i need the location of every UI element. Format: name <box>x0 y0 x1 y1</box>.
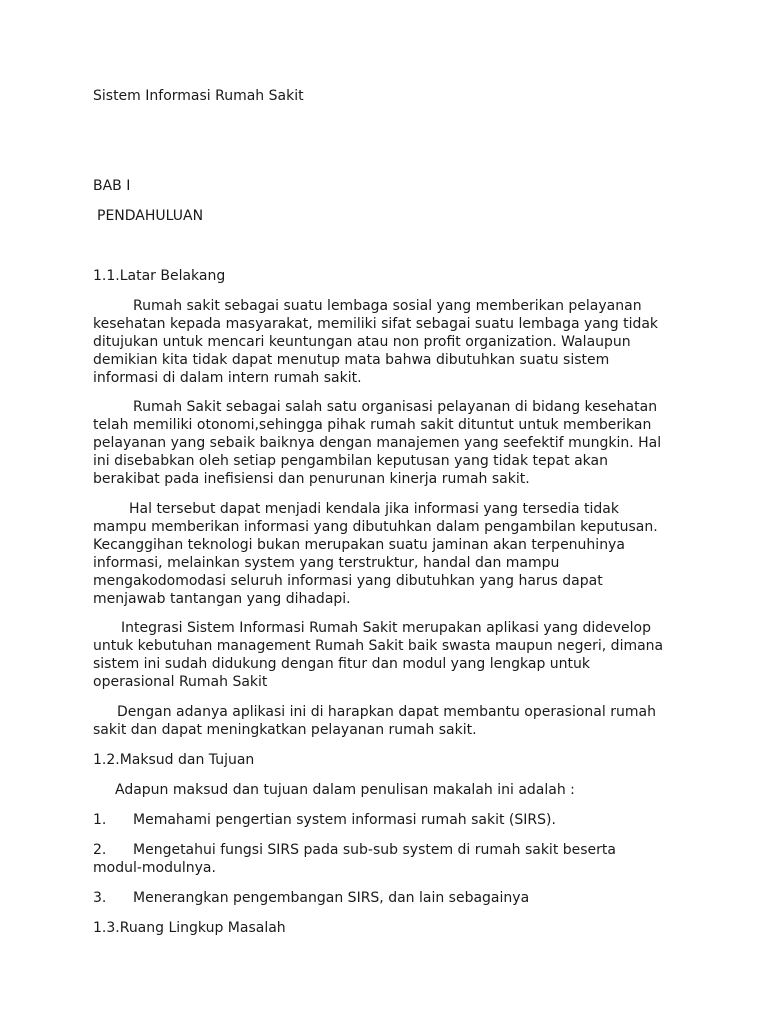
section-heading-maksud-tujuan: 1.2.Maksud dan Tujuan <box>93 752 255 768</box>
list-item-2 <box>93 841 683 877</box>
paragraph-line: menjawab tantangan yang dihadapi. <box>93 591 351 607</box>
paragraph-line: ditujukan untuk mencari keuntungan atau non profit organization. Walaupun <box>93 334 631 350</box>
list-number: 2. <box>93 842 107 858</box>
paragraph-2 <box>93 398 683 488</box>
section-heading-latar-belakang: 1.1.Latar Belakang <box>93 268 226 284</box>
list-text: Memahami pengertian system informasi rumah sakit (SIRS). <box>133 812 556 828</box>
paragraph-line: Integrasi Sistem Informasi Rumah Sakit merupakan aplikasi yang didevelop <box>121 620 652 636</box>
paragraph-4 <box>93 619 683 691</box>
paragraph-line: Rumah Sakit sebagai salah satu organisasi pelayanan di bidang kesehatan <box>133 399 658 415</box>
paragraph-line: untuk kebutuhan management Rumah Sakit baik swasta maupun negeri, dimana <box>93 638 664 654</box>
paragraph-line: ini disebabkan oleh setiap pengambilan keputusan yang tidak tepat akan <box>93 453 608 469</box>
document-title: Sistem Informasi Rumah Sakit <box>93 88 304 104</box>
paragraph-1 <box>93 297 683 387</box>
paragraph-line: mampu memberikan informasi yang dibutuhkan dalam pengambilan keputusan. <box>93 519 658 535</box>
paragraph-line: telah memiliki otonomi,sehingga pihak rumah sakit dituntut untuk memberikan <box>93 417 652 433</box>
list-text: Menerangkan pengembangan SIRS, dan lain sebagainya <box>133 890 530 906</box>
paragraph-line: pelayanan yang sebaik baiknya dengan manajemen yang seefektif mungkin. Hal <box>93 435 662 451</box>
paragraph-line: informasi di dalam intern rumah sakit. <box>93 370 362 386</box>
section-intro <box>93 781 683 799</box>
paragraph-line: informasi, melainkan system yang terstruktur, handal dan mampu <box>93 555 560 571</box>
list-number: 3. <box>93 890 107 906</box>
paragraph-line: Adapun maksud dan tujuan dalam penulisan makalah ini adalah : <box>115 782 575 798</box>
paragraph-line: Dengan adanya aplikasi ini di harapkan dapat membantu operasional rumah <box>117 704 656 720</box>
chapter-number: BAB I <box>93 178 131 194</box>
list-item-1 <box>93 811 683 829</box>
list-item-3 <box>93 889 683 907</box>
paragraph-line: kesehatan kepada masyarakat, memiliki sifat sebagai suatu lembaga yang tidak <box>93 316 659 332</box>
section-heading-ruang-lingkup: 1.3.Ruang Lingkup Masalah <box>93 920 286 936</box>
paragraph-line: Kecanggihan teknologi bukan merupakan suatu jaminan akan terpenuhinya <box>93 537 625 553</box>
list-text-continuation: modul-modulnya. <box>93 860 216 876</box>
list-number: 1. <box>93 812 107 828</box>
paragraph-line: operasional Rumah Sakit <box>93 674 268 690</box>
paragraph-line: mengakodomodasi seluruh informasi yang dibutuhkan yang harus dapat <box>93 573 603 589</box>
paragraph-line: berakibat pada inefisiensi dan penurunan kinerja rumah sakit. <box>93 471 530 487</box>
list-text: Mengetahui fungsi SIRS pada sub-sub system di rumah sakit beserta <box>133 842 616 858</box>
paragraph-3 <box>93 500 683 608</box>
paragraph-line: sakit dan dapat meningkatkan pelayanan rumah sakit. <box>93 722 477 738</box>
paragraph-line: sistem ini sudah didukung dengan fitur dan modul yang lengkap untuk <box>93 656 590 672</box>
paragraph-line: Hal tersebut dapat menjadi kendala jika informasi yang tersedia tidak <box>129 501 619 517</box>
paragraph-line: Rumah sakit sebagai suatu lembaga sosial yang memberikan pelayanan <box>133 298 642 314</box>
paragraph-line: demikian kita tidak dapat menutup mata bahwa dibutuhkan suatu sistem <box>93 352 610 368</box>
paragraph-5 <box>93 703 683 739</box>
chapter-title: PENDAHULUAN <box>97 208 204 224</box>
